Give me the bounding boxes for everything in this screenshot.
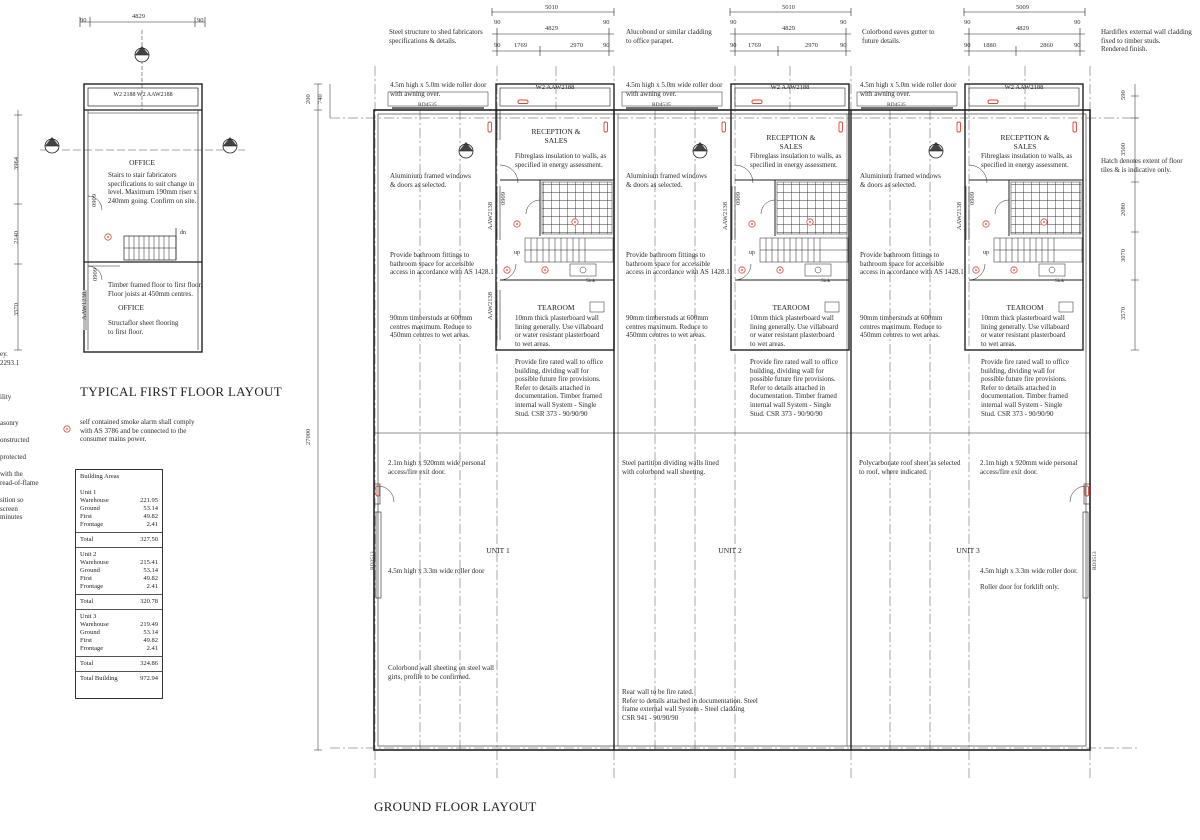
note-plasterboard-2: 10mm thick plasterboard wall lining generally. Use villaboard or water resistant plasterboard to wet areas. xyxy=(750,314,839,348)
smoke-alarm-icon xyxy=(105,234,111,240)
rd-tag: RD4535 xyxy=(887,102,906,108)
section-marker-icon xyxy=(693,142,707,158)
left-cropped-line: ility xyxy=(0,392,12,401)
label-up: up xyxy=(514,250,520,256)
note-roller-side-1: 4.5m high x 3.3m wide roller door xyxy=(388,567,485,575)
area-row: Warehouse 221.95 xyxy=(80,497,158,504)
room-reception-1: RECEPTION & SALES xyxy=(531,127,581,145)
area-row: Frontage 2.41 xyxy=(80,583,158,590)
section-marker-icon xyxy=(135,46,149,62)
note-plasterboard-3: 10mm thick plasterboard wall lining generally. Use villaboard or water resistant plasterboard to wet areas. xyxy=(981,314,1070,348)
rd-tag: RD4535 xyxy=(652,102,671,108)
dim-edge: 90 xyxy=(494,42,501,49)
room-office-upper: OFFICE xyxy=(129,158,155,167)
section-marker-icon xyxy=(929,142,943,158)
label-sink: Sink xyxy=(586,279,596,284)
area-row: Frontage 2.41 xyxy=(80,521,158,528)
first-floor-window-label: W2 2188 W2 AAW2188 xyxy=(113,92,173,98)
dim-overall-depth: 27000 xyxy=(305,428,312,445)
dim-split-2b: 2970 xyxy=(805,42,818,49)
title-first-floor: TYPICAL FIRST FLOOR LAYOUT xyxy=(80,384,282,399)
area-row: First 49.82 xyxy=(80,575,158,582)
area-row: First 49.82 xyxy=(80,513,158,520)
side-window-label: AAW2138 xyxy=(722,201,729,230)
dim-edge: 90 xyxy=(964,19,971,26)
note-hardiflex: Hardiflex external wall cladding fixed to timber studs. Rendered finish. xyxy=(1101,28,1192,54)
smoke-alarm-icon xyxy=(1011,267,1017,273)
dim-top-small-2: 740 xyxy=(317,94,324,104)
note-structaflor: Structaflor sheet flooring to first floor. xyxy=(108,319,179,336)
areas-title: Building Areas xyxy=(80,473,120,480)
note-steel-partition: Steel partition dividing walls lined with colorbond wall sheeting. xyxy=(622,459,719,476)
dim-edge: 90 xyxy=(730,19,737,26)
note-gutter: Colorbond eaves gutter to future details. xyxy=(862,28,935,45)
unit1-block xyxy=(80,489,158,548)
note-stairs: Stairs to stair fabricators specifications to suit change in level. Maximum 190mm riser x 240mm going. Confirm on site. xyxy=(108,171,197,205)
dim-split-3a: 1880 xyxy=(983,42,996,49)
dim-inner-3: 4829 xyxy=(1016,25,1029,32)
label-unit-1: UNIT 1 xyxy=(486,546,510,555)
note-alum-windows-2: Aluminium framed windows & doors as selected. xyxy=(626,172,707,189)
left-cropped-line xyxy=(0,367,38,376)
note-bathroom-3: Provide bathroom fittings to bathroom space for accessible access in accordance with AS 1428.1 xyxy=(860,251,964,277)
side-window-label: AAW2138 xyxy=(956,201,963,230)
side-window-label: AAW2138 xyxy=(487,201,494,230)
dim-right-3: 3070 xyxy=(1120,249,1127,262)
dim-first-floor-width: 4829 xyxy=(132,13,145,20)
dim-top-small-1: 200 xyxy=(305,94,312,104)
area-row: Warehouse 219.49 xyxy=(80,621,158,628)
dim-edge: 90 xyxy=(964,42,971,49)
unit-name: Unit 2 xyxy=(80,551,97,558)
dim-edge: 90 xyxy=(1074,42,1081,49)
note-fire-rated-3: Provide fire rated wall to office building, dividing wall for possible future fire provisions. Refer to details attached in documentation. Timber framed internal wall System - Single Stud. CSR 373 - 90/90/90 xyxy=(981,358,1069,418)
door-tag: 0909 xyxy=(969,192,976,205)
label-sink: Sink xyxy=(821,279,831,284)
building-areas-table xyxy=(75,469,163,699)
note-timberstuds-3: 90mm timberstuds at 600mm centres maximum. Reduce to 450mm centres to wet areas. xyxy=(860,314,943,340)
smoke-alarm-icon xyxy=(64,426,70,432)
smoke-alarm-icon xyxy=(514,221,520,227)
first-side-window: AAW1238 xyxy=(81,291,88,320)
dim-right-1: 3500 xyxy=(1120,143,1127,156)
note-fire-rated-2: Provide fire rated wall to office building, dividing wall for possible future fire provisions. Refer to details attached in documentation. Timber framed internal wall System - Single Stud. CSR 373 - 90/90/90 xyxy=(750,358,838,418)
left-cropped-line xyxy=(0,427,38,436)
smoke-alarm-icon xyxy=(572,219,578,225)
rd-side-tag: RD3513 xyxy=(370,551,376,570)
rd-side-tag: RD3513 xyxy=(1092,551,1098,570)
left-cropped-line xyxy=(0,488,38,497)
left-cropped-line: ey. xyxy=(0,350,8,358)
label-dn: dn xyxy=(180,230,186,236)
dim-overall-3: 5009 xyxy=(1016,4,1029,11)
smoke-alarm-icon xyxy=(973,267,979,273)
note-floor: Timber framed floor to first floor. Floor joists at 450mm centres. xyxy=(108,281,203,298)
left-cropped-line: 2293.1 xyxy=(0,358,20,367)
left-cropped-line: sition so xyxy=(0,496,24,505)
label-unit-3: UNIT 3 xyxy=(956,546,980,555)
note-alucobond: Alucobond or similar cladding to office parapet. xyxy=(626,28,712,45)
dim-split-3b: 2860 xyxy=(1040,42,1053,49)
area-total: Total 324.86 xyxy=(80,660,158,667)
note-insulation-1: Fibreglass insulation to walls, as specified in energy assessment. xyxy=(515,152,607,169)
room-office-lower: OFFICE xyxy=(118,303,144,312)
door-tag: 0909 xyxy=(500,192,507,205)
section-marker-icon xyxy=(223,137,237,153)
dim-edge: 90 xyxy=(197,17,204,24)
dim-inner-1: 4829 xyxy=(545,25,558,32)
area-row: Warehouse 215.41 xyxy=(80,559,158,566)
smoke-alarm-icon xyxy=(983,221,989,227)
note-alum-windows-3: Aluminium framed windows & doors as selected. xyxy=(860,172,941,189)
unit-name: Unit 3 xyxy=(80,613,97,620)
label-sink: Sink xyxy=(1055,279,1065,284)
note-insulation-2: Fibreglass insulation to walls, as specified in energy assessment. xyxy=(750,152,842,169)
note-polycarbonate: Polycarbonate roof sheet as selected to roof, where indicated. xyxy=(859,459,961,476)
dim-edge: 90 xyxy=(840,42,847,49)
dim-first-3: 3570 xyxy=(13,303,20,316)
room-reception-2: RECEPTION & SALES xyxy=(766,133,816,151)
dim-right-4: 3570 xyxy=(1120,307,1127,320)
left-cropped-line xyxy=(0,410,38,419)
left-cropped-line xyxy=(0,402,38,411)
dim-first-1: 3964 xyxy=(13,157,20,170)
window-label-1: W2 AAW2188 xyxy=(535,84,575,91)
dim-edge: 90 xyxy=(603,19,610,26)
room-tearoom-1: TEAROOM xyxy=(537,303,575,312)
door-tag: 0909 xyxy=(735,192,742,205)
label-up: up xyxy=(749,250,755,256)
area-row: Ground 53.14 xyxy=(80,567,158,574)
area-row: Ground 53.14 xyxy=(80,629,158,636)
label-up: up xyxy=(983,250,989,256)
note-bathroom-2: Provide bathroom fittings to bathroom space for accessible access in accordance with AS 1428.1 xyxy=(626,251,730,277)
left-cropped-line: screen xyxy=(0,504,18,513)
note-smoke-alarm: self contained smoke alarm shall comply with AS 3786 and be connected to the consumer mains power. xyxy=(80,418,195,444)
note-alum-windows-1: Aluminium framed windows & doors as selected. xyxy=(390,172,471,189)
note-forklift: Roller door for forklift only. xyxy=(980,583,1060,591)
note-insulation-3: Fibreglass insulation to walls, as specified in energy assessment. xyxy=(981,152,1073,169)
smoke-alarm-icon xyxy=(504,267,510,273)
left-cropped-line: with the xyxy=(0,470,23,479)
dim-first-2: 2140 xyxy=(13,231,20,244)
note-hatch: Hatch denotes extent of floor tiles & is indicative only. xyxy=(1101,157,1183,174)
dim-edge: 90 xyxy=(840,19,847,26)
area-total: Total 327.50 xyxy=(80,536,158,543)
left-cropped-line xyxy=(0,376,38,385)
section-marker-icon xyxy=(45,137,59,153)
room-tearoom-3: TEAROOM xyxy=(1006,303,1044,312)
note-bathroom-1: Provide bathroom fittings to bathroom space for accessible access in accordance with AS 1428.1 xyxy=(390,251,494,277)
note-personal-access-1: 2.1m high x 920mm wide personal access/fire exit door. xyxy=(388,459,486,476)
unit3-block xyxy=(80,613,158,672)
left-cropped-line: asonry xyxy=(0,418,19,427)
area-row: First 49.82 xyxy=(80,637,158,644)
note-personal-access-3: 2.1m high x 920mm wide personal access/fire exit door. xyxy=(980,459,1078,476)
rd-tag: RD4535 xyxy=(418,102,437,108)
note-roller-side-3: 4.5m high x 3.3m wide roller door. xyxy=(980,567,1078,575)
dim-edge: 90 xyxy=(603,42,610,49)
dim-edge: 90 xyxy=(80,17,87,24)
note-colorbond-wall: Colorbond wall sheeting on steel wall girts, profile to be confirmed. xyxy=(388,664,494,681)
note-steel-structure: Steel structure to shed fabricators specifications & details. xyxy=(389,28,483,45)
left-cropped-line xyxy=(0,445,38,454)
unit-name: Unit 1 xyxy=(80,489,97,496)
dim-edge: 90 xyxy=(494,19,501,26)
section-marker-icon xyxy=(459,142,473,158)
door-tag: 0909 xyxy=(92,268,99,281)
left-cropped-line xyxy=(0,462,38,471)
area-row: Frontage 2.41 xyxy=(80,645,158,652)
dim-right-2: 2080 xyxy=(1120,203,1127,216)
smoke-alarm-icon xyxy=(739,267,745,273)
window-label-3: W2 AAW2188 xyxy=(1004,84,1044,91)
left-cropped-line: minutes xyxy=(0,513,23,522)
left-cropped-line: read-of-flame xyxy=(0,478,39,487)
dim-split-1a: 1769 xyxy=(514,42,527,49)
left-cropped-notes xyxy=(0,350,38,522)
left-cropped-line: protected xyxy=(0,453,27,462)
left-cropped-line xyxy=(0,384,38,393)
note-fire-rated-1: Provide fire rated wall to office building, dividing wall for possible future fire provisions. Refer to details attached in documentation. Timber framed internal wall System - Single Stud. CSR 373 - 90/90/90 xyxy=(515,358,603,418)
left-cropped-line: onstructed xyxy=(0,435,30,444)
room-reception-3: RECEPTION & SALES xyxy=(1000,133,1050,151)
smoke-alarm-icon xyxy=(1041,219,1047,225)
dim-split-1b: 2970 xyxy=(570,42,583,49)
dim-inner-2: 4829 xyxy=(782,25,795,32)
area-total: Total 320.78 xyxy=(80,598,158,605)
dim-overall-1: 5010 xyxy=(545,4,558,11)
room-tearoom-2: TEAROOM xyxy=(772,303,810,312)
note-rear-wall: Rear wall to be fire rated. Refer to details attached in documentation. Steel frame external wall System - Steel cladding CSR 941 - 90/90/90 xyxy=(622,688,758,722)
note-roller-door-2: 4.5m high x 5.0m wide roller door with awning over. xyxy=(626,81,723,98)
note-timberstuds-1: 90mm timberstuds at 600mm centres maximum. Reduce to 450mm centres to wet areas. xyxy=(390,314,473,340)
note-roller-door-1: 4.5m high x 5.0m wide roller door with awning over. xyxy=(390,81,487,98)
dim-right-top: 590 xyxy=(1120,90,1127,100)
dim-edge: 90 xyxy=(1074,19,1081,26)
smoke-alarm-icon xyxy=(542,267,548,273)
smoke-alarm-icon xyxy=(807,219,813,225)
dim-overall-2: 5010 xyxy=(782,4,795,11)
unit2-block xyxy=(80,551,158,610)
smoke-alarm-icon xyxy=(777,267,783,273)
note-roller-door-3: 4.5m high x 5.0m wide roller door with awning over. xyxy=(860,81,957,98)
title-ground-floor: GROUND FLOOR LAYOUT xyxy=(374,799,537,814)
note-plasterboard-1: 10mm thick plasterboard wall lining generally. Use villaboard or water resistant plasterboard to wet areas. xyxy=(515,314,604,348)
label-unit-2: UNIT 2 xyxy=(718,546,742,555)
dim-edge: 90 xyxy=(730,42,737,49)
smoke-alarm-icon xyxy=(749,221,755,227)
area-row: Ground 53.14 xyxy=(80,505,158,512)
window-label-2: W2 AAW2188 xyxy=(770,84,810,91)
area-grand-total: Total Building 972.94 xyxy=(80,675,158,682)
door-tag: 0909 xyxy=(91,194,98,207)
dim-split-2a: 1769 xyxy=(748,42,761,49)
note-timberstuds-2: 90mm timberstuds at 600mm centres maximum. Reduce to 450mm centres to wet areas. xyxy=(626,314,709,340)
side-window-label: AAW2138 xyxy=(487,291,494,320)
